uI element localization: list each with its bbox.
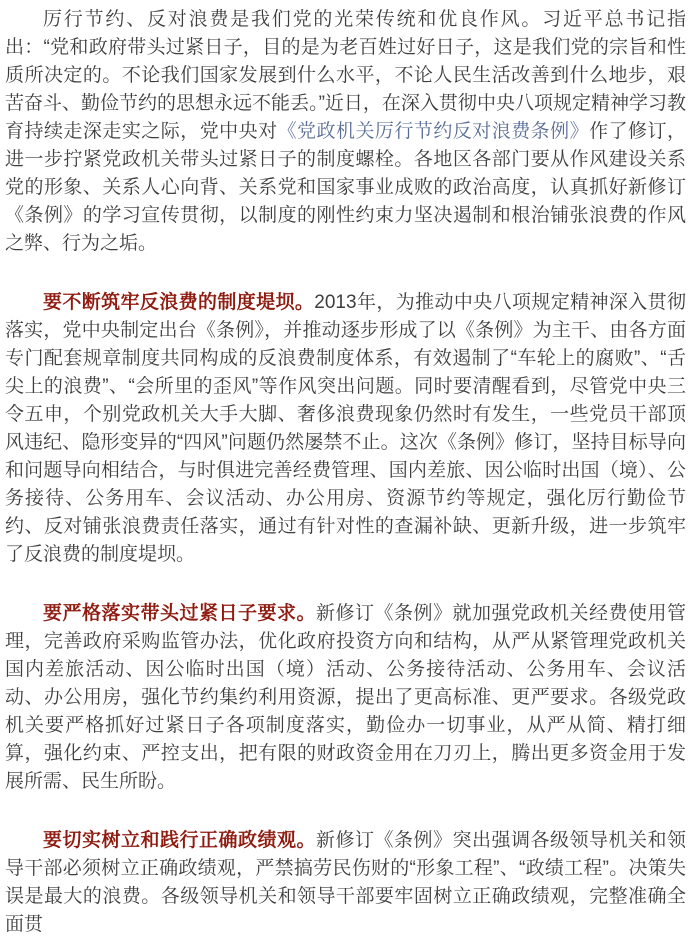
paragraph-section-achievement-view	[5, 827, 686, 939]
paragraph-section-institution-dam	[5, 289, 686, 569]
regulation-title-link[interactable]: 《党政机关厉行节约反对浪费条例》	[277, 121, 590, 142]
section-body-achievement-view: 新修订《条例》突出强调各级领导机关和领导干部必须树立正确政绩观，严禁搞劳民伤财的“形象工程”、“政绩工程”。决策失误是最大的浪费。各级领导机关和领导干部要牢固树立正确政绩观，完整准确全面贯	[5, 830, 686, 935]
paragraph-section-tight-days	[5, 600, 686, 796]
section-body-tight-days: 新修订《条例》就加强党政机关经费使用管理，完善政府采购监管办法，优化政府投资方向和结构，从严从紧管理党政机关国内差旅活动、因公临时出国（境）活动、公务接待活动、公务用车、会议活动、办公用房，强化节约集约利用资源，提出了更高标准、更严要求。各级党政机关要严格抓好过紧日子各项制度落实，勤俭办一切事业，从严从简、精打细算，强化约束、严控支出，把有限的财政资金用在刀刃上，腾出更多资金用于发展所需、民生所盼。	[5, 603, 686, 792]
paragraph-intro	[5, 6, 686, 258]
section-lead-achievement-view: 要切实树立和践行正确政绩观。	[43, 830, 316, 851]
section-lead-tight-days: 要严格落实带头过紧日子要求。	[43, 603, 316, 624]
section-lead-institution-dam: 要不断筑牢反浪费的制度堤坝。	[43, 292, 315, 313]
intro-text-before-link: 厉行节约、反对浪费是我们党的光荣传统和优良作风。习近平总书记指出：“党和政府带头过紧日子，目的是为老百姓过好日子，这是我们党的宗旨和性质所决定的。不论我们国家发展到什么水平，不论人民生活改善到什么地步，艰苦奋斗、勤俭节约的思想永远不能丢。”近日，在深入贯彻中央八项规定精神学习教育持续走深走实之际，党中央对	[5, 9, 686, 142]
section-body-institution-dam: 2013年，为推动中央八项规定精神深入贯彻落实，党中央制定出台《条例》，并推动逐步形成了以《条例》为主干、由各方面专门配套规章制度共同构成的反浪费制度体系，有效遏制了“车轮上的腐败”、“舌尖上的浪费”、“会所里的歪风”等作风突出问题。同时要清醒看到，尽管党中央三令五申，个别党政机关大手大脚、奢侈浪费现象仍然时有发生，一些党员干部顶风违纪、隐形变异的“四风”问题仍然屡禁不止。这次《条例》修订，坚持目标导向和问题导向相结合，与时俱进完善经费管理、国内差旅、因公临时出国（境）、公务接待、公务用车、会议活动、办公用房、资源节约等规定，强化厉行勤俭节约、反对铺张浪费责任落实，通过有针对性的查漏补缺、更新升级，进一步筑牢了反浪费的制度堤坝。	[5, 292, 686, 565]
intro-text-after-link: 作了修订，进一步拧紧党政机关带头过紧日子的制度螺栓。各地区各部门要从作风建设关系党的形象、关系人心向背、关系党和国家事业成败的政治高度，认真抓好新修订《条例》的学习宣传贯彻，以制度的刚性约束力坚决遏制和根治铺张浪费的作风之弊、行为之垢。	[5, 121, 686, 254]
